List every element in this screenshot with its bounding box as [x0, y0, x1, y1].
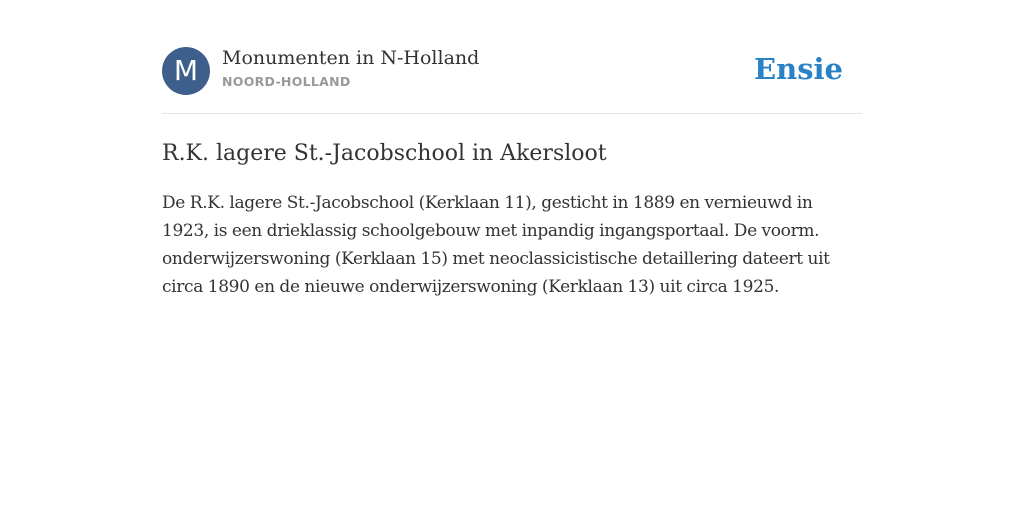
source-info	[222, 45, 479, 93]
entry-header	[162, 0, 862, 114]
brand-logo[interactable]: Ensie	[754, 52, 843, 86]
entry-body: De R.K. lagere St.-Jacobschool (Kerklaan 11), gesticht in 1889 en vernieuwd in 1923, is een drieklassig schoolgebouw met inpandig ingangsportaal. De voorm. onderwijzerswoning (Kerklaan 15) met neoclassicistische detaillering dateert uit circa 1890 en de nieuwe onderwijzerswoning (Kerklaan 13) uit circa 1925.	[162, 193, 830, 297]
source-title[interactable]: Monumenten in N-Holland	[222, 47, 480, 69]
source-subtitle: NOORD-HOLLAND	[222, 74, 351, 89]
entry-card	[162, 0, 862, 301]
source-avatar[interactable]: M	[162, 47, 210, 95]
entry-title: R.K. lagere St.-Jacobschool in Akersloot	[162, 141, 607, 166]
